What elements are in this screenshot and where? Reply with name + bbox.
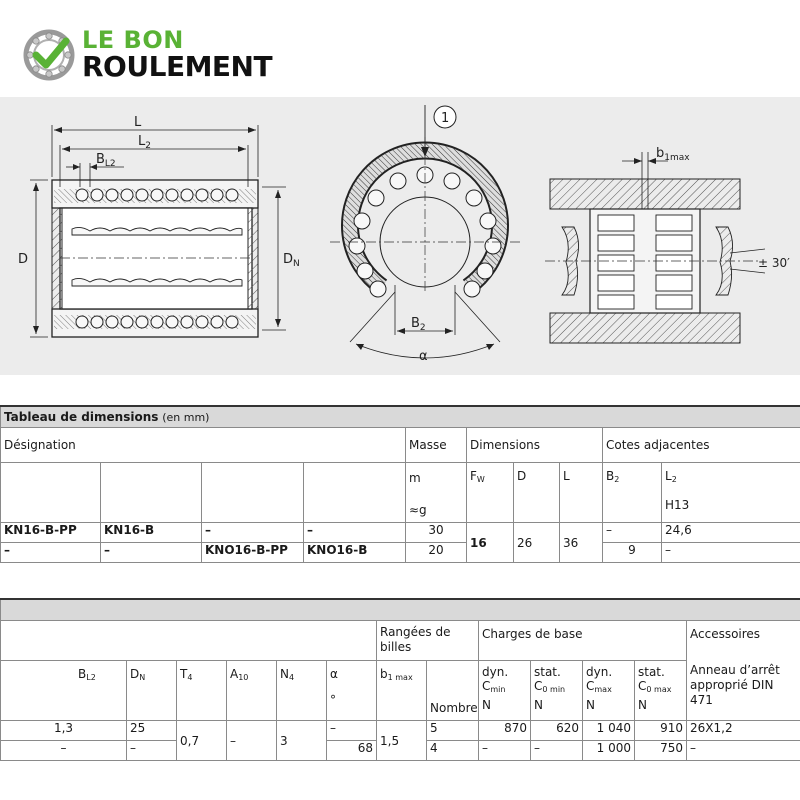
fw-header: $F_W$	[467, 463, 514, 523]
n4-value: 3	[277, 721, 327, 761]
nombre-header: Nombre	[427, 661, 479, 721]
col-cotes: Cotes adjacentes	[603, 428, 800, 463]
col-designation: Désignation	[1, 428, 406, 463]
dn-header: $D_N$	[127, 661, 177, 721]
col-dimensions: Dimensions	[467, 428, 603, 463]
c0max-header: stat. $C_{0 max}$ N	[635, 661, 687, 721]
svg-text:BL2: $B_{L2}$	[96, 152, 116, 169]
brand-line-1: LE BON	[82, 26, 184, 54]
dimensions-table-title: Tableau de dimensions (en mm)	[1, 406, 800, 428]
col-masse: Masse	[406, 428, 467, 463]
brand-logo[interactable]	[22, 26, 322, 84]
alpha-header: α °	[327, 661, 377, 721]
svg-text:L2: $L_2$	[138, 134, 151, 151]
dimensions-table	[0, 405, 800, 563]
loads-table	[0, 598, 800, 761]
brand-line-2: ROULEMENT	[82, 50, 273, 83]
table-row: – – KNO16-B-PP KNO16-B 20 9 –	[1, 543, 800, 563]
b1max-value: 1,5	[377, 721, 427, 761]
t4-header: $T_4$	[177, 661, 227, 721]
cmin-header: dyn. $C_{min}$ N	[479, 661, 531, 721]
l-value: 36	[560, 523, 603, 563]
dim-l-label: L	[134, 115, 142, 130]
a10-value: –	[227, 721, 277, 761]
a10-header: $A_{10}$	[227, 661, 277, 721]
cross-section-view	[330, 105, 520, 364]
masse-header: m ≈g	[406, 463, 467, 523]
fw-value: 16	[467, 523, 514, 563]
b2-header: $B_2$	[603, 463, 662, 523]
loads-table-header	[1, 599, 800, 621]
d-value: 26	[514, 523, 560, 563]
table-row: KN16-B-PP KN16-B – – 30 16 26 36 – 24,6	[1, 523, 800, 543]
cmax-header: dyn. $C_{max}$ N	[583, 661, 635, 721]
bearing-check-icon	[22, 28, 76, 82]
b1max-header: $b_{1 max}$	[377, 661, 427, 721]
table-row: – – 68 4 – – 1 000 750 –	[1, 741, 800, 761]
svg-text:b1max: $b_{1max}$	[656, 146, 690, 163]
svg-text:DN: $D_N$	[283, 252, 300, 269]
col-rangees: Rangées de billes	[377, 621, 479, 661]
col-charges: Charges de base	[479, 621, 687, 661]
svg-text:± 30′: ± 30′	[758, 256, 790, 270]
t4-value: 0,7	[177, 721, 227, 761]
l-header: L	[560, 463, 603, 523]
svg-text:D: D	[18, 252, 29, 267]
table-row: 1,3 25 0,7 – 3 – 1,5 5 870 620 1 040 910 26X1,2	[1, 721, 800, 741]
callout-1: 1	[441, 111, 450, 126]
side-section-view	[18, 115, 300, 337]
n4-header: $N_4$	[277, 661, 327, 721]
svg-text:B2: $B_2$	[411, 316, 426, 333]
technical-drawing	[0, 97, 800, 375]
l2-header: $L_2$ H13	[662, 463, 800, 523]
c0min-header: stat. $C_{0 min}$ N	[531, 661, 583, 721]
col-accessoires: Accessoires Anneau d’arrêt approprié DIN 471	[687, 621, 800, 721]
housing-section-view	[545, 146, 790, 343]
d-header: D	[514, 463, 560, 523]
svg-text:α: α	[419, 349, 428, 364]
bl2-header: $B_{L2}$	[1, 661, 127, 721]
